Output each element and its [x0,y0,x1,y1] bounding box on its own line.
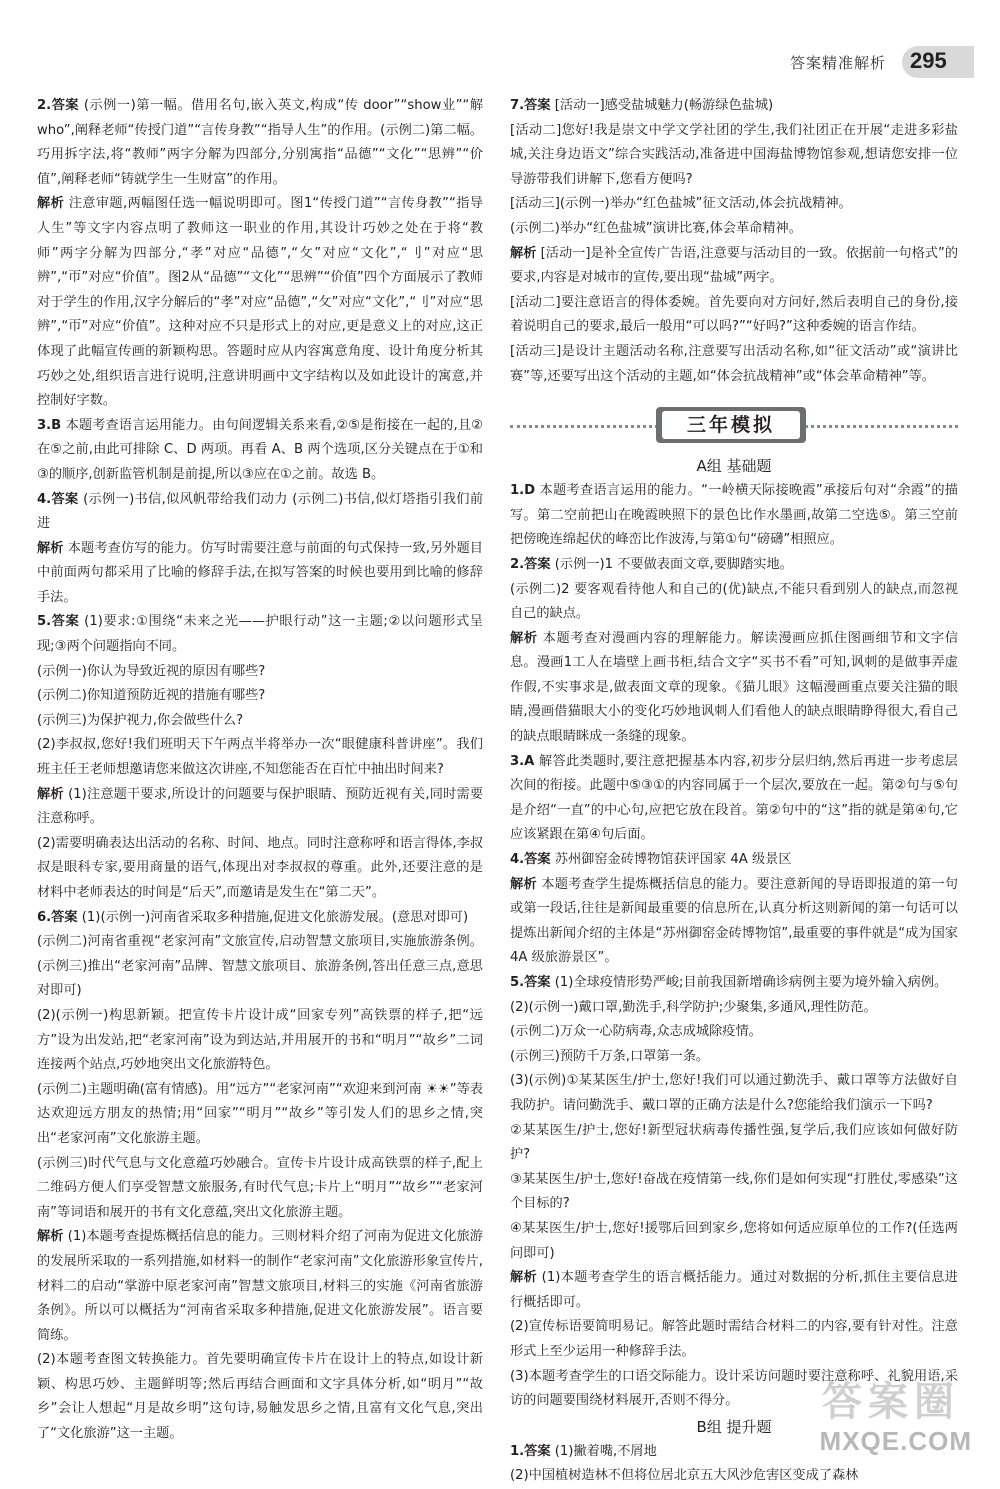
answer-text: ③某某医生/护士,您好!奋战在疫情第一线,你们是如何实现“打胜仗,零感染”这个目标的? [510,1171,958,1212]
answer-text: 本题考查语言运用的能力。“一岭横天际接晚霞”承接后句对“余霞”的描写。第二空前把山在晚霞映照下的景色比作水墨画,故第二空选⑤。第三空前把傍晚连绵起伏的峰峦比作波涛,与第①句“磅礴”相照应。 [510,483,958,548]
section-banner [510,401,958,451]
group-a-answers [510,479,958,1414]
answer-paragraph [37,783,483,832]
right-column [510,94,958,1489]
answer-label: 解析 [510,630,538,646]
answer-label: 解析 [37,786,64,802]
answer-label: 1.D [510,483,536,499]
answer-text: ④某某医生/护士,您好!援鄂后回到家乡,您将如何适应原单位的工作?(任选两问即可) [510,1220,958,1261]
answer-paragraph [510,1168,958,1217]
answer-label: 5.答案 [510,975,551,990]
answer-text: (示例二)万众一心防病毒,众志成城除疫情。 [510,1024,762,1040]
answer-text: (示例二)2 要客观看待他人和自己的(优)缺点,不能只看到别人的缺点,而忽视自己的缺点。 [510,581,958,622]
answer-paragraph [510,291,958,340]
answer-paragraph [37,488,483,537]
answer-label: 解析 [37,1229,64,1245]
answer-text: (示例二)你知道预防近视的措施有哪些? [37,688,266,704]
answer-text: (示例一)1 不要做表面文章,要脚踏实地。 [554,556,793,572]
watermark-url: MXQE.COM [819,1426,972,1456]
watermark-logo-text: 答案圈 [822,1379,960,1425]
answer-label: 3.A [510,753,535,769]
answer-text: (1)本题考查提炼概括信息的能力。三则材料介绍了河南为促进文化旅游的发展所采取的一系列措施,如材料一的制作“老家河南”文化旅游形象宣传片,材料二的启动“掌游中原老家河南”智慧文旅项目,材料三的实施《河南省旅游条例》。所以可以概括为“河南省采取多种措施,促进文化旅游发展”。语言要简练。 [37,1229,483,1343]
answer-paragraph [37,832,483,906]
answer-label: 7.答案 [510,98,551,113]
answer-text: 本题考查对漫画内容的理解能力。解读漫画应抓住图画细节和文字信息。漫画1工人在墙壁上画书柜,结合文字“买书不看”可知,讽刺的是做事弄虚作假,不实事求是,做表面文章的现象。《猫儿眼》这幅漫画重点要关注猫的眼睛,漫画借猫眼大小的变化巧妙地讽刺人们看他人的缺点眼睛睁得很大,看自己的缺点眼睛眯成一条缝的现象。 [510,630,959,745]
answer-text: ②某某医生/护士,您好!新型冠状病毒传播性强,复学后,我们应该如何做好防护? [510,1122,958,1163]
answer-paragraph [37,414,483,488]
answer-paragraph [37,94,483,192]
answer-label: 2.答案 [510,556,551,572]
answer-paragraph [510,627,958,750]
answer-text: (1)撇着嘴,不屑地 [554,1443,657,1459]
answer-paragraph [37,1225,483,1348]
answer-text: [活动二]要注意语言的得体委婉。首先要向对方问好,然后表明自己的身份,接着说明自己的要求,最后一般用“可以吗?”“好吗?”这种委婉的语言作结。 [510,294,958,335]
answer-text: [活动二]您好!我是崇文中学文学社团的学生,我们社团正在开展“走进多彩盐城,关注身边语文”综合实践活动,准备进中国海盐博物馆参观,想请您安排一位导游带我们讲解下,您看方便吗? [510,122,958,187]
answer-text: (2)本题考查图文转换能力。首先要明确宣传卡片在设计上的特点,如设计新颖、构思巧妙、主题鲜明等;然后再结合画面和文字具体分析,如“明月”“故乡”会让人想起“月是故乡明”这句诗,易触发思乡之情,且富有文化气息,突出了“文化旅游”这一主题。 [37,1352,483,1442]
answer-text: (示例一)你认为导致近视的原因有哪些? [37,663,266,679]
left-column [37,94,483,1447]
answer-paragraph [37,1348,483,1446]
answer-label: 解析 [510,1270,538,1286]
group-b-title: B组 提升题 [696,1417,772,1436]
answer-text: (2)(示例一)戴口罩,勤洗手,科学防护;少聚集,多通风,理性防范。 [510,999,877,1015]
answer-text: (示例二)举办“红色盐城”演讲比赛,体会革命精神。 [510,220,802,236]
page-number: 295 [910,48,947,73]
answer-paragraph [510,553,958,578]
answer-label: 2.答案 [37,98,80,113]
answer-paragraph [37,906,483,931]
answer-text: (示例一)书信,似风帆带给我们动力 (示例二)书信,似灯塔指引我们前进 [37,491,484,532]
answer-label: 6.答案 [37,909,78,925]
answer-paragraph [510,94,958,119]
answer-label: 解析 [510,876,537,892]
group-a-title: A组 基础题 [696,457,772,476]
answer-paragraph [510,873,958,971]
answer-paragraph [510,340,958,389]
answer-text: (1)全球疫情形势严峻;目前我国新增确诊病例主要为境外输入病例。 [554,975,948,990]
answer-text: 本题考查语言运用能力。由句间逻辑关系来看,②⑤是衔接在一起的,且②在⑤之前,由此可排除 C、D 两项。再看 A、B 两个选项,区分关键点在于①和③的顺序,创新监管机制是前提,所以③应在①之前。故选 B。 [37,417,483,482]
answer-text: [活动三](示例一)举办“红色盐城”征文活动,体会抗战精神。 [510,196,852,212]
answer-paragraph [510,119,958,193]
answer-paragraph [37,709,483,734]
answer-label: 4.答案 [510,852,551,868]
answer-text: (2)李叔叔,您好!我们班明天下午两点半将举办一次“眼健康科普讲座”。我们班主任王老师想邀请您来做这次讲座,不知您能否在百忙中抽出时间来? [37,737,483,778]
answer-text: (2)中国植树造林不但将位居北京五大风沙危害区变成了森林 [510,1468,859,1484]
answer-paragraph [37,684,483,709]
answer-label: 1.答案 [510,1443,551,1459]
answer-label: 5.答案 [37,614,80,630]
answer-paragraph [510,1464,958,1489]
answer-text: [活动一]是补全宣传广告语,注意要与活动目的一致。依据前一句格式”的要求,内容是对城市的宣传,要出现“盐城”两字。 [510,245,959,286]
answer-label: 4.答案 [37,491,79,507]
answer-label: 3.B [37,417,62,433]
answer-paragraph [37,1152,483,1226]
answer-paragraph [510,242,958,291]
answer-label: 解析 [510,245,537,261]
answer-paragraph [510,1045,958,1070]
answer-text: (1)本题考查学生的语言概括能力。通过对数据的分析,抓住主要信息进行概括即可。 [510,1270,958,1310]
answer-text: (3)(示例)①某某医生/护士,您好!我们可以通过勤洗手、戴口罩等方法做好自我防护。请问勤洗手、戴口罩的正确方法是什么?您能给我们演示一下吗? [510,1073,958,1113]
answer-paragraph [510,750,958,848]
answer-paragraph [37,610,483,659]
answer-text: (1)(示例一)河南省采取多种措施,促进文化旅游发展。(意思对即可) [81,909,469,925]
answer-text: (示例三)预防千万条,口罩第一条。 [510,1048,710,1064]
answer-paragraph [510,1119,958,1168]
answer-paragraph [37,930,483,1004]
answer-paragraph [510,1315,958,1364]
banner-title: 三年模拟 [662,411,800,439]
answer-text: 解答此类题时,要注意把握基本内容,初步分层归纳,然后再进一步考虑层次间的衔接。此题中⑤③①的内容同属于一个层次,要放在一起。第②句与⑤句是介绍“一直”的中心句,应把它放在段首。第②句中的“这”指的就是第④句,它应该紧跟在第④句后面。 [510,753,958,843]
answer-text: (2)宣传标语要简明易记。解答此题时需结合材料二的内容,要有针对性。注意形式上至少运用一种修辞手法。 [510,1319,958,1359]
answer-text: 苏州御窑金砖博物馆获评国家 4A 级景区 [554,852,792,868]
answer-text: (1)要求:①围绕“未来之光——护眼行动”这一主题;②以问题形式呈现;③两个问题指向不同。 [37,614,483,655]
answer-paragraph [37,1004,483,1078]
answer-paragraph [37,192,483,413]
page-header [0,44,1000,80]
answer-text: (示例一)第一幅。借用名句,嵌入英文,构成“传 door”“show业”“解 who”,阐释老师“传授门道”“言传身教”“指导人生”的作用。(示例二)第二幅。巧用拆字法,将“教师”两字分解为四部分,分别寓指“品德”“文化”“思辨”“价值”,阐释老师“铸就学生一生财富”的作用。 [37,98,484,187]
answer-text: 本题考查学生提炼概括信息的能力。要注意新闻的导语即报道的第一句或第一段话,往往是新闻最重要的信息所在,认真分析这则新闻的第一句话可以提炼出新闻介绍的主体是“苏州御窑金砖博物馆”,最重要的事件就是“成为国家 4A 级旅游景区”。 [510,876,958,966]
answer-text: 注意审题,两幅图任选一幅说明即可。图1“传授门道”“言传身教”“指导人生”等文字内容点明了教师这一职业的作用,其设计巧妙之处在于将“教师”两字分解为四部分,“孝”对应“品德”,“攵”对应“文化”,“刂”对应“思辨”,“帀”对应“价值”。图2从“品德”“文化”“思辨”“价值”四个方面展示了教师对于学生的作用,汉字分解后的“孝”对应“品德”,“攵”对应“文化”,“刂”对应“思辨”,“帀”对应“价值”。这种对应不只是形式上的对应,更是意义上的对应,这正体现了此幅宣传画的新颖构思。答题时应从内容寓意角度、设计角度分析其巧妙之处,组织语言进行说明,注意讲明画中文字结构以及如此设计的寓意,并控制好字数。 [37,196,483,409]
answer-paragraph [510,996,958,1021]
right-column-top [510,94,958,389]
answer-label: 解析 [37,196,65,212]
answer-paragraph [510,578,958,627]
answer-paragraph [510,1217,958,1266]
answer-paragraph [510,1020,958,1045]
answer-paragraph [510,1069,958,1118]
answer-paragraph [510,1266,958,1315]
answer-text: (1)注意题干要求,所设计的问题要与保护眼睛、预防近视有关,同时需要注意称呼。 [37,786,484,827]
answer-paragraph [37,660,483,685]
answer-paragraph [37,537,483,611]
answer-text: [活动一]感受盐城魅力(畅游绿色盐城) [554,98,774,113]
answer-text: (2)需要明确表达出活动的名称、时间、地点。同时注意称呼和语言得体,李叔叔是眼科专家,要用商量的语气,体现出对李叔叔的尊重。此外,还要注意的是材料中老师表达的时间是“后天”,而邀请是发生在“第二天”。 [37,835,483,900]
answer-paragraph [510,192,958,217]
answer-label: 解析 [37,540,64,556]
banner-box [656,407,806,443]
answer-text: [活动三]是设计主题活动名称,注意要写出活动名称,如“征文活动”或“演讲比赛”等,还要写出这个活动的主题,如“体会抗战精神”或“体会革命精神”等。 [510,343,958,384]
answer-text: (示例二)主题明确(富有情感)。用“远方”“老家河南”“欢迎来到河南 ☀☀”等表达欢迎远方朋友的热情;用“回家”“明月”“故乡”等引发人们的思乡之情,突出“老家河南”文化旅游主题。 [37,1081,483,1146]
answer-text: 本题考查仿写的能力。仿写时需要注意与前面的句式保持一致,另外题目中前面两句都采用了比喻的修辞手法,在拟写答案的时候也要用到比喻的修辞手法。 [37,540,483,605]
answer-text: (示例三)时代气息与文化意蕴巧妙融合。宣传卡片设计成高铁票的样子,配上二维码方便人们享受智慧文旅服务,有时代气息;卡片上“明月”“故乡”“老家河南”等词语和展开的书有文化意蕴,突出文化旅游主题。 [37,1155,483,1220]
answer-paragraph [510,848,958,873]
answer-paragraph [510,971,958,996]
answer-text: (示例三)为保护视力,你会做些什么? [37,712,244,728]
answer-paragraph [37,733,483,782]
answer-text: (3)本题考查学生的口语交际能力。设计采访问题时要注意称呼、礼貌用语,采访的问题要围绕材料展开,否则不得分。 [510,1368,958,1409]
answer-text: (示例二)河南省重视“老家河南”文旅宣传,启动智慧文旅项目,实施旅游条例。(示例三)推出“老家河南”品牌、智慧文旅项目、旅游条例,答出任意三点,意思对即可) [37,934,483,999]
answer-paragraph [510,217,958,242]
answer-paragraph [37,1078,483,1152]
answer-text: (2)(示例一)构思新颖。把宣传卡片设计成“回家专列”高铁票的样子,把“远方”设为出发站,把“老家河南”设为到达站,并用展开的书和“明月”“故乡”二词连接两个站点,巧妙地突出文化旅游特色。 [37,1007,483,1073]
answer-paragraph [510,479,958,553]
header-title: 答案精准解析 [790,54,887,72]
